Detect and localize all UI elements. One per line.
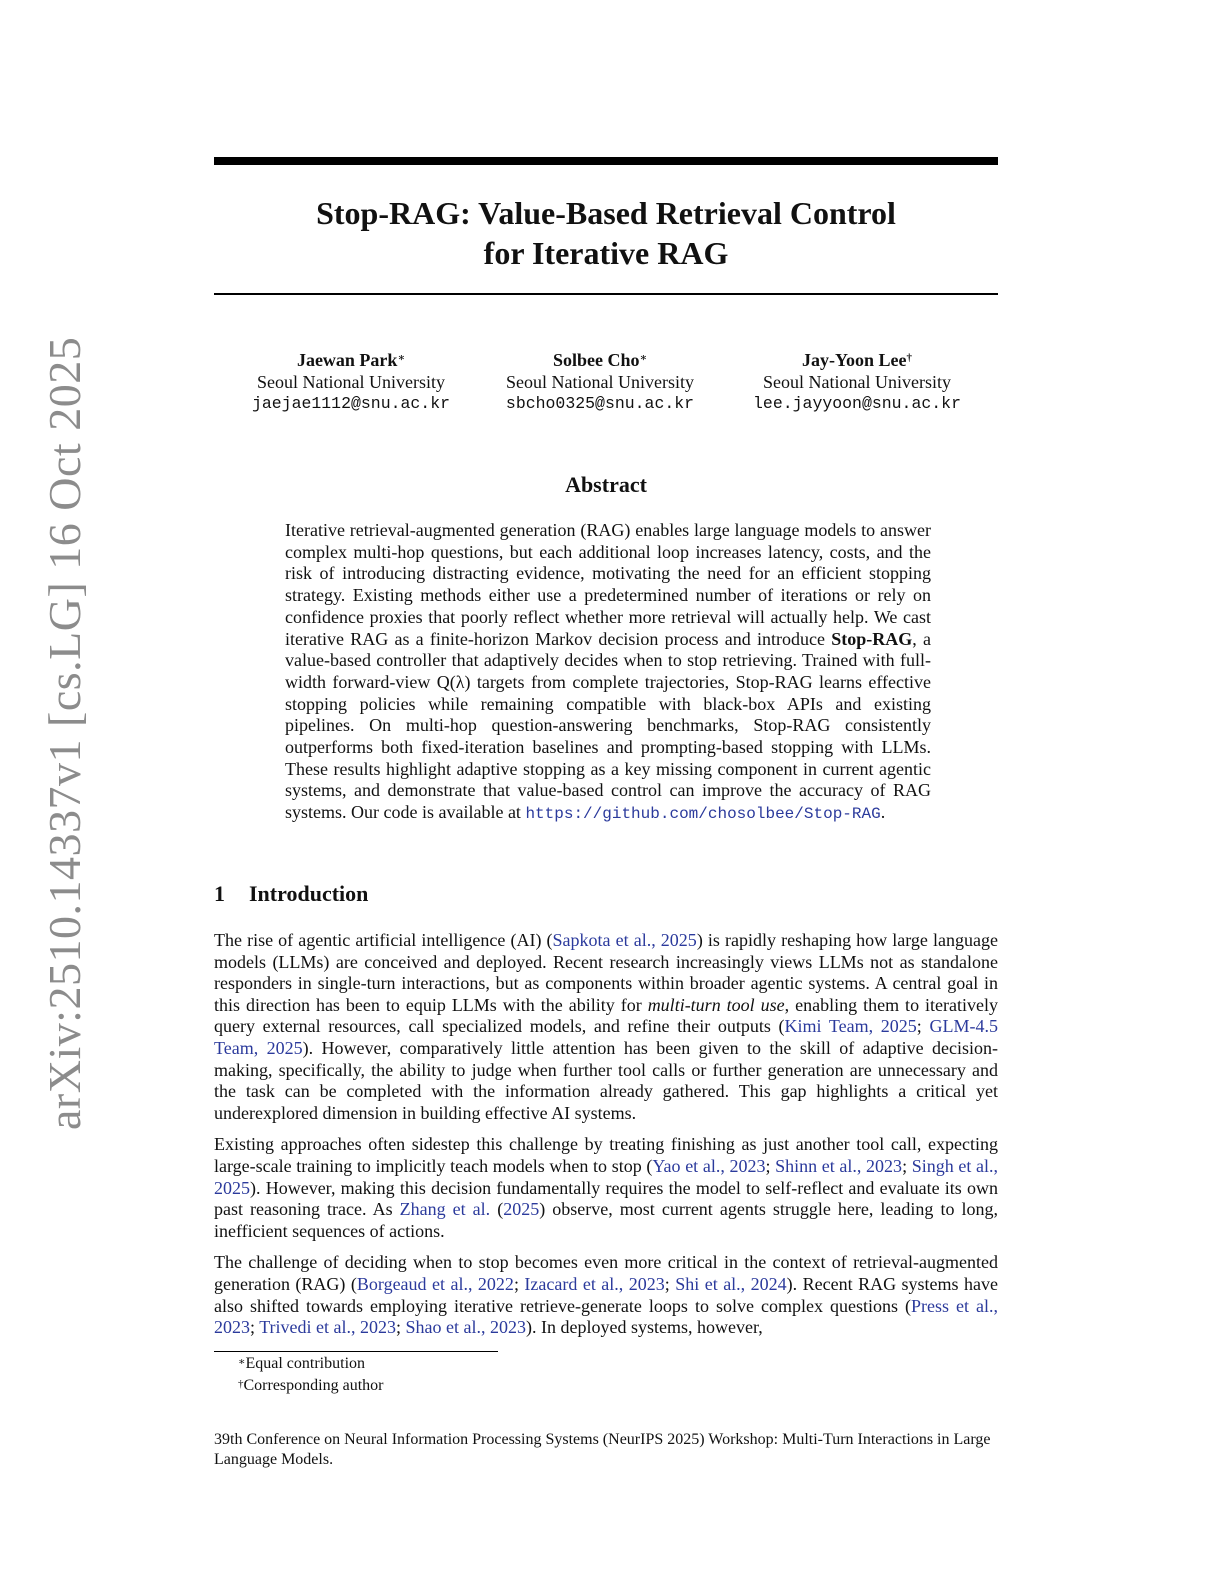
arxiv-identifier: arXiv:2510.14337v1 [cs.LG] 16 Oct 2025 — [39, 336, 90, 1130]
author-affiliation: Seoul National University — [257, 372, 445, 392]
title-line-2: for Iterative RAG — [483, 235, 729, 271]
author-mark: † — [906, 352, 912, 364]
title-rule-top — [214, 157, 998, 165]
paragraph-1: The rise of agentic artificial intelligence (AI) (Sapkota et al., 2025) is rapidly reshaping how large language models (LLMs) are conceived and deployed. Recent research increasingly views LLMs not as standalone responders in single-turn interactions, but as components within broader agentic systems. A central goal in this direction has been to equip LLMs with the ability for multi-turn tool use, enabling them to iteratively query external resources, call specialized models, and refine their outputs (Kimi Team, 2025; GLM-4.5 Team, 2025). However, comparatively little attention has been given to the skill of adaptive decision-making, specifically, the ability to judge when further tool calls or further generation are unnecessary and the task can be completed with the information already gathered. This gap highlights a critical yet underexplored dimension in building effective AI systems. — [214, 930, 999, 1123]
author-name: Jaewan Park — [296, 350, 398, 370]
section-title: Introduction — [249, 881, 369, 906]
author-affiliation: Seoul National University — [506, 372, 694, 392]
introduction-body — [214, 930, 998, 1349]
section-number: 1 — [214, 881, 225, 906]
abstract-heading: Abstract — [565, 472, 647, 497]
abstract-text: Iterative retrieval-augmented generation (RAG) enables large language models to answer complex multi-hop questions, but each additional loop increases latency, costs, and the risk of introducing distracting evidence, motivating the need for an efficient stopping strategy. Existing methods either use a predetermined number of iterations or rely on confidence proxies that poorly reflect whether more retrieval will actually help. We cast iterative RAG as a finite-horizon Markov decision process and introduce Stop-RAG, a value-based controller that adaptively decides when to stop retrieving. Trained with full-width forward-view Q(λ) targets from complete trajectories, Stop-RAG learns effective stopping policies while remaining compatible with black-box APIs and existing pipelines. On multi-hop question-answering benchmarks, Stop-RAG consistently outperforms both fixed-iteration baselines and prompting-based stopping with LLMs. These results highlight adaptive stopping as a key missing component in current agentic systems, and demonstrate that value-based control can improve the accuracy of RAG systems. Our code is available at https://github.com/chosolbee/Stop-RAG. — [285, 520, 931, 824]
author-2 — [495, 349, 705, 415]
citation-link[interactable]: Shinn et al., 2023 — [775, 1155, 903, 1176]
title-line-1: Stop-RAG: Value-Based Retrieval Control — [316, 195, 896, 231]
author-mark: ∗ — [397, 352, 406, 364]
citation-link[interactable]: Sapkota et al., 2025 — [552, 930, 697, 950]
citation-link[interactable]: Izacard et al., 2023 — [524, 1273, 665, 1294]
author-email[interactable]: jaejae1112@snu.ac.kr — [251, 394, 451, 413]
author-email[interactable]: lee.jayyoon@snu.ac.kr — [753, 394, 961, 413]
footnotes — [238, 1353, 383, 1397]
author-affiliation: Seoul National University — [763, 372, 951, 392]
author-block — [214, 349, 998, 419]
footnote-equal: ∗Equal contribution — [238, 1355, 366, 1372]
paragraph-2: Existing approaches often sidestep this challenge by treating finishing as just another tool call, expecting large-scale training to implicitly teach models when to stop (Yao et al., 2023; Shinn et al., 2023; Singh et al., 2025). However, making this decision fundamentally requires the model to self-reflect and evaluate its own past reasoning trace. As Zhang et al. (2025) observe, most current agents struggle here, leading to long, inefficient sequences of actions. — [214, 1134, 998, 1241]
citation-link[interactable]: Yao et al., 2023 — [652, 1155, 766, 1176]
citation-link[interactable]: Trivedi et al., 2023 — [259, 1317, 397, 1338]
title-rule-bottom — [214, 293, 998, 295]
footnote-rule — [214, 1351, 498, 1352]
author-name: Solbee Cho — [552, 350, 640, 370]
author-3 — [742, 349, 972, 415]
citation-link[interactable]: Kimi Team, 2025 — [784, 1016, 917, 1037]
paragraph-3: The challenge of deciding when to stop becomes even more critical in the context of retrieval-augmented generation (RAG) (Borgeaud et al., 2022; Izacard et al., 2023; Shi et al., 2024). Recent RAG systems have also shifted towards employing iterative retrieve-generate loops to solve complex questions (Press et al., 2023; Trivedi et al., 2023; Shao et al., 2023). In deployed systems, however, — [214, 1252, 998, 1338]
paper-title — [214, 193, 998, 273]
author-1 — [246, 349, 456, 415]
section-heading — [214, 881, 368, 907]
citation-link[interactable]: GLM-4.5 Team, 2025 — [214, 1016, 998, 1058]
author-name: Jay-Yoon Lee — [802, 350, 907, 370]
citation-link[interactable]: Singh et al., 2025 — [214, 1155, 998, 1198]
citation-link[interactable]: Zhang et al. — [399, 1199, 491, 1220]
code-link[interactable]: https://github.com/chosolbee/Stop-RAG — [525, 805, 881, 824]
citation-link[interactable]: Shi et al., 2024 — [675, 1273, 787, 1294]
citation-link[interactable]: Press et al., 2023 — [214, 1295, 998, 1338]
author-email[interactable]: sbcho0325@snu.ac.kr — [505, 394, 695, 413]
venue-note: 39th Conference on Neural Information Processing Systems (NeurIPS 2025) Workshop: Multi-Turn Interactions in Large Language Models. — [214, 1431, 991, 1468]
citation-link[interactable]: Shao et al., 2023 — [405, 1317, 527, 1338]
citation-link[interactable]: 2025 — [503, 1199, 540, 1220]
citation-link[interactable]: Borgeaud et al., 2022 — [356, 1273, 514, 1294]
method-name: Stop-RAG — [831, 628, 913, 649]
footnote-corresponding: †Corresponding author — [238, 1377, 384, 1394]
author-mark: ∗ — [639, 352, 648, 364]
